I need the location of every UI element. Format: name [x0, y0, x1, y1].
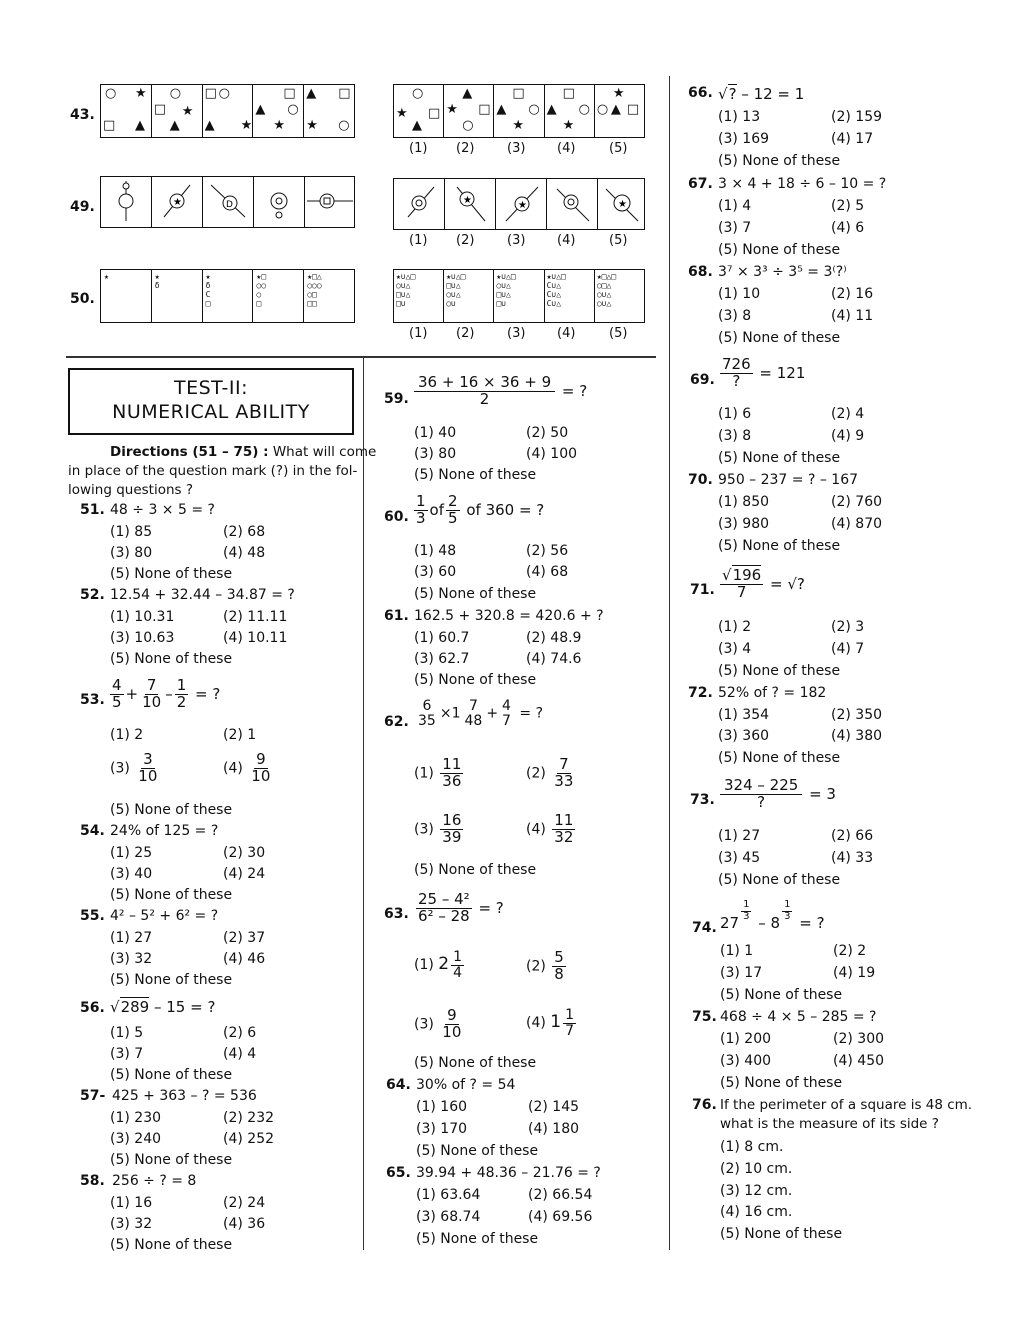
option: (3) 4 — [718, 641, 752, 657]
option: (2) 159 — [831, 109, 883, 125]
option: (5) None of these — [718, 153, 841, 169]
figure-cell: ★∪△□ ○∪△ □∪△ □∪ — [494, 270, 544, 322]
option: (3) $\frac{16}{39}$ — [414, 811, 462, 846]
figure-cell: ★∪△□ C∪△ C∪△ C∪△ — [545, 270, 595, 322]
answer-label: (4) — [557, 141, 576, 156]
figure-cell — [101, 177, 152, 227]
option: (2) 2 — [833, 943, 867, 959]
option: (4) 6 — [831, 220, 865, 236]
section-title-box — [68, 368, 354, 435]
option: (5) None of these — [720, 1226, 843, 1242]
option: (5) None of these — [110, 566, 233, 582]
option: (5) None of these — [416, 1143, 539, 1159]
option: (5) None of these — [414, 467, 537, 483]
option: (3) 32 — [110, 1216, 153, 1232]
option: (5) None of these — [110, 1152, 233, 1168]
option: (1) 27 — [110, 930, 153, 946]
option: (4) 36 — [223, 1216, 266, 1232]
option: (2) 3 — [831, 619, 865, 635]
option: (1) 85 — [110, 524, 153, 540]
question-expression: 27 $\frac{1}{3}$ – 8 $\frac{1}{3}$ = ? — [720, 899, 825, 932]
figure-cell: ★□△□ ○□△ ○∪△ ○∪△ — [596, 272, 617, 308]
option: (4) 69.56 — [528, 1209, 593, 1225]
option: (4) 74.6 — [526, 651, 582, 667]
option: (5) None of these — [720, 1075, 843, 1091]
option: (2) 30 — [223, 845, 266, 861]
figure-cell — [598, 179, 648, 229]
figure-cell: ★ ○ ▲ □ — [596, 86, 640, 117]
question-number: 52. — [80, 587, 105, 603]
option: (4) 1 $\frac{1}{7}$ — [526, 1007, 575, 1039]
answer-label: (1) — [409, 141, 428, 156]
answer-label: (3) — [507, 141, 526, 156]
question-text: 3 × 4 + 18 ÷ 6 – 10 = ? — [718, 176, 887, 192]
option: (5) None of these — [110, 1237, 233, 1253]
option: (1) 1 — [720, 943, 754, 959]
answer-figures-49 — [393, 178, 645, 230]
divider — [66, 356, 656, 358]
option: (3) 169 — [718, 131, 770, 147]
question-text: 425 + 363 – ? = 536 — [112, 1088, 257, 1104]
figure-cell: ○ ★ □ ▲ — [394, 85, 444, 137]
answer-label: (1) — [409, 326, 428, 341]
question-number: 62. — [384, 714, 409, 730]
option: (1) 2 $\frac{1}{4}$ — [414, 949, 463, 981]
figure-cell: ★□ ○○ ○ □ — [253, 270, 304, 322]
option: (4) 48 — [223, 545, 266, 561]
question-number: 56. — [80, 1000, 105, 1016]
question-text: 4² – 5² + 6² = ? — [110, 908, 219, 924]
option: (1) 2 — [718, 619, 752, 635]
question-number: 51. — [80, 502, 105, 518]
option: (5) None of these — [414, 586, 537, 602]
problem-figures-49 — [100, 176, 355, 228]
question-number: 67. — [688, 176, 713, 192]
option: (4) 17 — [831, 131, 874, 147]
option: (2) 16 — [831, 286, 874, 302]
problem-figures-50 — [100, 269, 355, 323]
option: (1) 850 — [718, 494, 770, 510]
option: (1) 6 — [718, 406, 752, 422]
option: (4) 24 — [223, 866, 266, 882]
option: (1) 25 — [110, 845, 153, 861]
question-expression: $\frac{36 + 16 \times 36 + 9}{2}$ = ? — [412, 375, 587, 408]
option: (2) 145 — [528, 1099, 580, 1115]
option: (4) 68 — [526, 564, 569, 580]
option: (3) $\frac{3}{10}$ — [110, 750, 158, 785]
option: (4) 33 — [831, 850, 874, 866]
divider — [669, 76, 670, 1250]
option: (2) 68 — [223, 524, 266, 540]
option: (3) 45 — [718, 850, 761, 866]
option: (2) 300 — [833, 1031, 885, 1047]
option: (5) None of these — [110, 802, 233, 818]
option: (4) 870 — [831, 516, 883, 532]
figure-cell: □ ▲ ○ ★ — [253, 85, 304, 137]
option: (5) None of these — [718, 450, 841, 466]
figure-cell — [445, 179, 496, 229]
question-number: 72. — [688, 685, 713, 701]
option: (3) 240 — [110, 1131, 162, 1147]
figure-cell: ○ □ ★ ▲ — [152, 85, 203, 137]
question-expression: $\frac{4}{5}$ + $\frac{7}{10}$ – $\frac{1}{2}$ = ? — [112, 676, 221, 711]
option: (4) 7 — [831, 641, 865, 657]
figure-cell — [547, 179, 598, 229]
option: (3) 17 — [720, 965, 763, 981]
answer-figures-50 — [393, 269, 645, 323]
option: (1) 230 — [110, 1110, 162, 1126]
option: (3) 7 — [718, 220, 752, 236]
option: (3) 40 — [110, 866, 153, 882]
option: (4) 19 — [833, 965, 876, 981]
figure-cell: ▲ ★ □ ○ — [444, 85, 494, 137]
question-number: 57- — [80, 1088, 106, 1104]
option: (1) 63.64 — [416, 1187, 481, 1203]
option: (2) 760 — [831, 494, 883, 510]
question-text: 24% of 125 = ? — [110, 823, 219, 839]
option: (2) 350 — [831, 707, 883, 723]
option: (1) $\frac{11}{36}$ — [414, 755, 462, 790]
question-expression: $\frac{√196}{7}$ = √? — [722, 566, 805, 601]
question-text: If the perimeter of a square is 48 cm. — [720, 1097, 973, 1113]
question-number: 59. — [384, 391, 409, 407]
question-text: 48 ÷ 3 × 5 = ? — [110, 502, 215, 518]
answer-label: (4) — [557, 326, 576, 341]
question-text: 950 – 237 = ? – 167 — [718, 472, 859, 488]
figure-cell: □ ▲ ○ ★ — [545, 85, 595, 137]
question-expression: $\frac{324 - 225}{?}$ = 3 — [718, 778, 836, 811]
option: (1) 13 — [718, 109, 761, 125]
answer-label: (2) — [456, 141, 475, 156]
option: (1) 2 — [110, 727, 144, 743]
question-number: 76. — [692, 1097, 717, 1113]
option: (4) 180 — [528, 1121, 580, 1137]
option: (4) 4 — [223, 1046, 257, 1062]
option: (5) None of these — [414, 862, 537, 878]
question-number: 73. — [690, 792, 715, 808]
answer-label: (5) — [609, 233, 628, 248]
question-expression: √? – 12 = 1 — [718, 85, 805, 103]
problem-figures-48 — [100, 84, 355, 138]
divider — [363, 358, 364, 1250]
section-subtitle: NUMERICAL ABILITY — [112, 401, 310, 423]
question-number: 75. — [692, 1009, 717, 1025]
question-number: 58. — [80, 1173, 105, 1189]
option: (5) None of these — [110, 651, 233, 667]
option: (5) None of these — [718, 538, 841, 554]
option: (2) 10 cm. — [720, 1161, 793, 1177]
question-text: 468 ÷ 4 × 5 – 285 = ? — [720, 1009, 877, 1025]
question-text: 3⁷ × 3³ ÷ 3⁵ = 3⁽?⁾ — [718, 264, 847, 280]
option: (3) 80 — [110, 545, 153, 561]
option: (4) $\frac{9}{10}$ — [223, 750, 271, 785]
option: (5) None of these — [110, 887, 233, 903]
option: (3) 12 cm. — [720, 1183, 793, 1199]
figure-cell: ▲ □ ★ ○ — [306, 86, 351, 133]
question-expression: $\frac{726}{?}$ = 121 — [722, 355, 806, 390]
question-number: 61. — [384, 608, 409, 624]
option: (3) 8 — [718, 428, 752, 444]
option: (4) 100 — [526, 446, 578, 462]
option: (5) None of these — [718, 750, 841, 766]
option: (4) 380 — [831, 728, 883, 744]
option: (1) 4 — [718, 198, 752, 214]
svg-text:D: D — [226, 200, 233, 210]
option: (2) 4 — [831, 406, 865, 422]
option: (1) 60.7 — [414, 630, 470, 646]
option: (3) 60 — [414, 564, 457, 580]
answer-label: (2) — [456, 326, 475, 341]
question-number: 69. — [690, 372, 715, 388]
question-text: 12.54 + 32.44 – 34.87 = ? — [110, 587, 295, 603]
question-number: 70. — [688, 472, 713, 488]
answer-label: (4) — [557, 233, 576, 248]
option: (3) 400 — [720, 1053, 772, 1069]
directions: Directions (51 – 75) : What will come in place of the question mark (?) in the fol- lowing questions ? — [68, 444, 377, 498]
option: (5) None of these — [718, 330, 841, 346]
figure-cell: □ ○ ▲ ★ — [203, 85, 254, 137]
question-number: 54. — [80, 823, 105, 839]
option: (2) $\frac{7}{33}$ — [526, 755, 574, 790]
question-number: 71. — [690, 582, 715, 598]
question-number: 63. — [384, 906, 409, 922]
option: (3) 980 — [718, 516, 770, 532]
option: (2) 5 — [831, 198, 865, 214]
figure-cell — [496, 179, 547, 229]
question-number: 64. — [386, 1077, 411, 1093]
question-number: 66. — [688, 85, 713, 101]
question-number: 50. — [70, 291, 95, 307]
figure-cell — [394, 179, 445, 229]
answer-label: (3) — [507, 233, 526, 248]
figure-cell: ○ ★ □ ▲ — [101, 85, 152, 137]
option: (5) None of these — [718, 872, 841, 888]
figure-cell: □ ▲ ○ ★ — [494, 85, 544, 137]
option: (2) 56 — [526, 543, 569, 559]
option: (1) 354 — [718, 707, 770, 723]
svg-text:★: ★ — [618, 199, 627, 210]
option: (3) 10.63 — [110, 630, 175, 646]
svg-text:★: ★ — [518, 200, 527, 211]
answer-label: (5) — [609, 326, 628, 341]
figure-cell — [203, 177, 254, 227]
option: (5) None of these — [720, 987, 843, 1003]
option: (3) $\frac{9}{10}$ — [414, 1006, 462, 1041]
option: (1) 27 — [718, 828, 761, 844]
question-number: 68. — [688, 264, 713, 280]
option: (3) 62.7 — [414, 651, 470, 667]
question-expression: 6 35 ×1 7 48 + 4 7 = ? — [418, 698, 544, 729]
option: (2) 48.9 — [526, 630, 582, 646]
option: (1) 48 — [414, 543, 457, 559]
option: (2) 6 — [223, 1025, 257, 1041]
question-text: 52% of ? = 182 — [718, 685, 827, 701]
question-text: what is the measure of its side ? — [720, 1116, 939, 1132]
option: (5) None of these — [414, 1055, 537, 1071]
figure-cell: ★ δ — [152, 270, 203, 322]
question-expression: $\frac{\text{25 – 4²}}{\text{6² – 28}}$ = ? — [418, 890, 504, 925]
question-text: 39.94 + 48.36 – 21.76 = ? — [416, 1165, 601, 1181]
option: (2) 24 — [223, 1195, 266, 1211]
question-text: 162.5 + 320.8 = 420.6 + ? — [414, 608, 604, 624]
option: (3) 360 — [718, 728, 770, 744]
option: (4) 9 — [831, 428, 865, 444]
option: (3) 32 — [110, 951, 153, 967]
option: (1) 200 — [720, 1031, 772, 1047]
option: (1) 16 — [110, 1195, 153, 1211]
question-number: 49. — [70, 199, 95, 215]
answer-figures-48 — [393, 84, 645, 138]
question-number: 43. — [70, 107, 95, 123]
option: (1) 10.31 — [110, 609, 175, 625]
option: (1) 5 — [110, 1025, 144, 1041]
option: (3) 8 — [718, 308, 752, 324]
option: (4) 10.11 — [223, 630, 288, 646]
answer-label: (5) — [609, 141, 628, 156]
option: (1) 8 cm. — [720, 1139, 784, 1155]
question-number: 60. — [384, 509, 409, 525]
option: (5) None of these — [110, 972, 233, 988]
option: (2) 66.54 — [528, 1187, 593, 1203]
figure-cell: ★□△ ○○○ ○□ □□ — [307, 272, 322, 308]
answer-label: (2) — [456, 233, 475, 248]
svg-text:★: ★ — [173, 197, 182, 208]
option: (4) 16 cm. — [720, 1204, 793, 1220]
option: (2) 66 — [831, 828, 874, 844]
option: (2) 11.11 — [223, 609, 288, 625]
option: (4) 252 — [223, 1131, 275, 1147]
figure-cell: ★ δ C □ — [203, 270, 254, 322]
figure-cell — [152, 177, 203, 227]
figure-cell: ★∪△□ ○∪△ □∪△ □∪ — [394, 270, 444, 322]
option: (2) 50 — [526, 425, 569, 441]
option: (1) 160 — [416, 1099, 468, 1115]
option: (3) 170 — [416, 1121, 468, 1137]
question-expression: √289 – 15 = ? — [110, 998, 216, 1016]
option: (1) 10 — [718, 286, 761, 302]
question-number: 55. — [80, 908, 105, 924]
question-expression: $\frac{1}{3}$ of $\frac{2}{5}$ of 360 = ? — [416, 492, 545, 527]
figure-cell — [254, 177, 305, 227]
question-text: 30% of ? = 54 — [416, 1077, 516, 1093]
option: (3) 80 — [414, 446, 457, 462]
option: (5) None of these — [416, 1231, 539, 1247]
option: (5) None of these — [718, 242, 841, 258]
answer-label: (1) — [409, 233, 428, 248]
option: (2) 1 — [223, 727, 257, 743]
svg-text:★: ★ — [463, 195, 472, 206]
option: (1) 40 — [414, 425, 457, 441]
option: (4) 46 — [223, 951, 266, 967]
option: (4) $\frac{11}{32}$ — [526, 811, 574, 846]
option: (3) 68.74 — [416, 1209, 481, 1225]
option: (5) None of these — [110, 1067, 233, 1083]
figure-cell: ★ — [101, 270, 152, 322]
section-title: TEST-II: — [174, 377, 248, 399]
question-text: 256 ÷ ? = 8 — [112, 1173, 197, 1189]
option: (2) 232 — [223, 1110, 275, 1126]
figure-cell — [305, 177, 355, 227]
option: (3) 7 — [110, 1046, 144, 1062]
question-number: 74. — [692, 920, 717, 936]
figure-cell: ★∪△□ □∪△ ○∪△ ○∪ — [444, 270, 494, 322]
option: (4) 11 — [831, 308, 874, 324]
answer-label: (3) — [507, 326, 526, 341]
option: (4) 450 — [833, 1053, 885, 1069]
option: (2) 37 — [223, 930, 266, 946]
question-number: 53. — [80, 692, 105, 708]
option: (2) $\frac{5}{8}$ — [526, 948, 564, 983]
option: (5) None of these — [414, 672, 537, 688]
question-number: 65. — [386, 1165, 411, 1181]
option: (5) None of these — [718, 663, 841, 679]
